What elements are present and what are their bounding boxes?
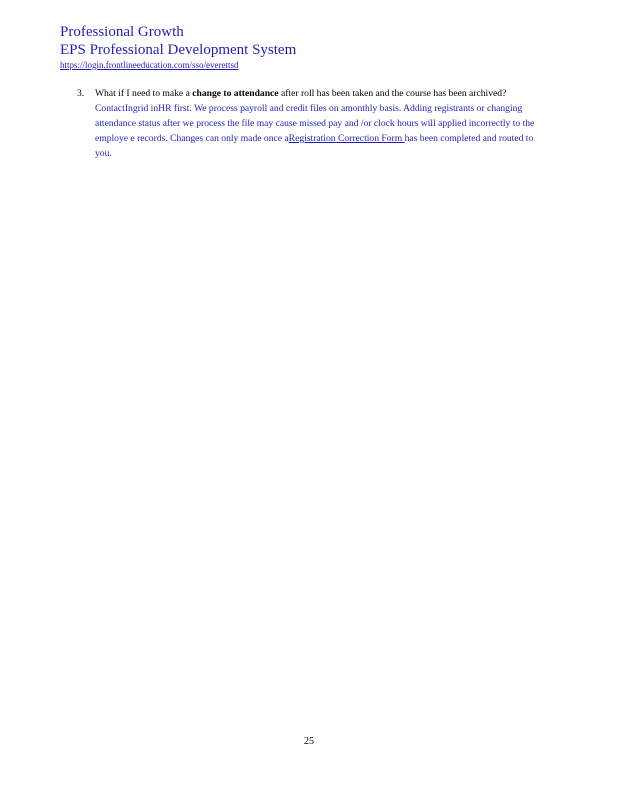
item-number: 3. [77, 88, 85, 99]
question-text-start: What if I need to make a [95, 88, 193, 99]
faq-item [77, 86, 552, 161]
answer-text-start: ContactIngrid inHR first. We process payroll and credit files on amonthly basis. Adding registrants or changing attendance status after we process the file may cause missed pay and /or clock hours will applied incorrectly to the employe e records. Changes can only made once a [95, 103, 535, 144]
login-link[interactable]: https://login.frontlineeducation.com/sso/everettsd [60, 60, 239, 70]
registration-correction-form-link[interactable]: Registration Correction Form [288, 133, 405, 144]
page-number: 25 [304, 736, 314, 747]
page-title: Professional Growth [60, 24, 184, 40]
answer-text-end: has been completed and routed to you. [95, 133, 534, 159]
question-bold-text: change to attendance [192, 88, 279, 99]
question-text-end: after roll has been taken and the course has been archived? [278, 88, 507, 99]
item-body [95, 86, 552, 161]
page-subtitle: EPS Professional Development System [60, 42, 297, 58]
document-header [60, 23, 296, 71]
